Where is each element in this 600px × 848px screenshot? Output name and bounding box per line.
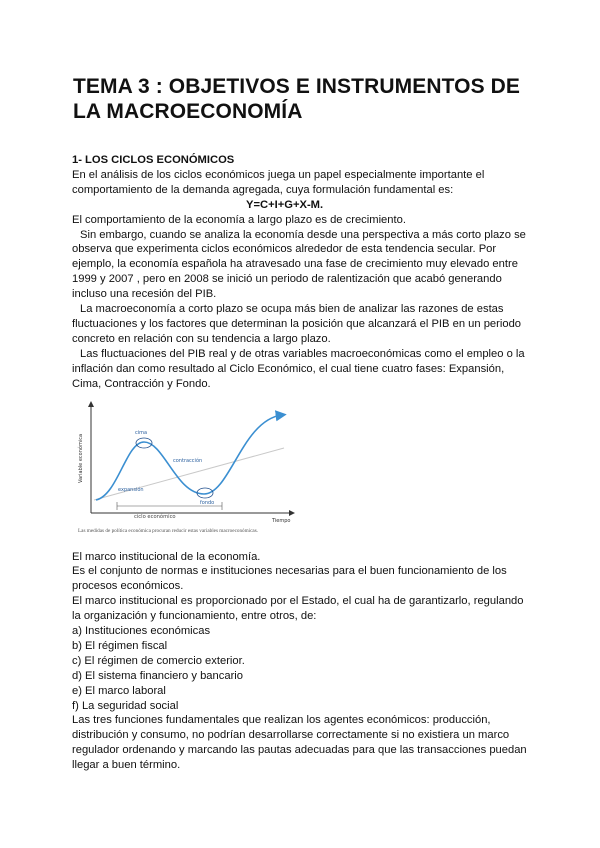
paragraph: Es el conjunto de normas e instituciones necesarias para el buen funcionamiento de los procesos económicos. xyxy=(72,565,507,593)
paragraph: En el análisis de los ciclos económicos juega un papel especialmente importante el comportamiento de la demanda agregada, cuya formulación fundamental es: xyxy=(72,168,485,196)
document-body xyxy=(72,153,534,773)
y-axis-label: Variable económica xyxy=(78,433,84,483)
label-expansion: expansión xyxy=(118,486,144,493)
figure-caption: Las medidas de política económica procuran reducir estas variables macroeconómicas. xyxy=(78,527,259,534)
paragraph: Las tres funciones fundamentales que realizan los agentes económicos: producción, distribución y consumo, no podrían desarrollarse correctamente si no existiera un marco regulador ordenando y marcando las pautas adecuadas para que las transacciones puedan llegar a buen término. xyxy=(72,714,527,772)
list-item: d) El sistema financiero y bancario xyxy=(72,669,243,682)
paragraph: El comportamiento de la economía a largo plazo es de crecimiento. xyxy=(72,213,406,226)
paragraph: Sin embargo, cuando se analiza la economía desde una perspectiva a más corto plazo se observa que experimenta ciclos económicos alrededor de esta tendencia secular. Por ejemplo, la economía española ha atravesado una fase de crecimiento muy elevado entre 1999 y 2007 , pero en 2008 se inició un periodo de ralentización que acabó generando incluso una recesión del PIB. xyxy=(72,228,526,301)
business-cycle-diagram xyxy=(72,398,297,528)
list-item: f) La seguridad social xyxy=(72,699,179,712)
paragraph: El marco institucional es proporcionado por el Estado, el cual ha de garantizarlo, regulando la organización y funcionamiento, entre otros, de: xyxy=(72,595,524,623)
paragraph: La macroeconomía a corto plazo se ocupa más bien de analizar las razones de estas fluctuaciones y los factores que determinan la posición que alcanzará el PIB en un periodo concreto en relación con su tendencia a largo plazo. xyxy=(72,303,522,345)
label-ciclo-economico: ciclo económico xyxy=(134,513,176,520)
paragraph: El marco institucional de la economía. xyxy=(72,550,261,563)
list-item: e) El marco laboral xyxy=(72,684,166,697)
formula: Y=C+I+G+X-M. xyxy=(246,198,324,211)
section-heading: 1- LOS CICLOS ECONÓMICOS xyxy=(72,154,235,166)
business-cycle-figure xyxy=(72,398,297,550)
page-title: TEMA 3 : OBJETIVOS E INSTRUMENTOS DE LA MACROECONOMÍA xyxy=(73,75,520,123)
label-contraccion: contracción xyxy=(173,457,203,464)
list-item: a) Instituciones económicas xyxy=(72,625,211,638)
label-cima: cima xyxy=(135,429,148,436)
paragraph: Las fluctuaciones del PIB real y de otras variables macroeconómicas como el empleo o la inflación dan como resultado al Ciclo Económico, el cual tiene cuatro fases: Expansión, Cima, Contracción y Fondo. xyxy=(72,347,525,390)
list-item: b) El régimen fiscal xyxy=(72,639,168,652)
x-axis-label: Tiempo xyxy=(272,517,291,524)
label-fondo: fondo xyxy=(200,499,215,506)
list-item: c) El régimen de comercio exterior. xyxy=(72,654,245,667)
